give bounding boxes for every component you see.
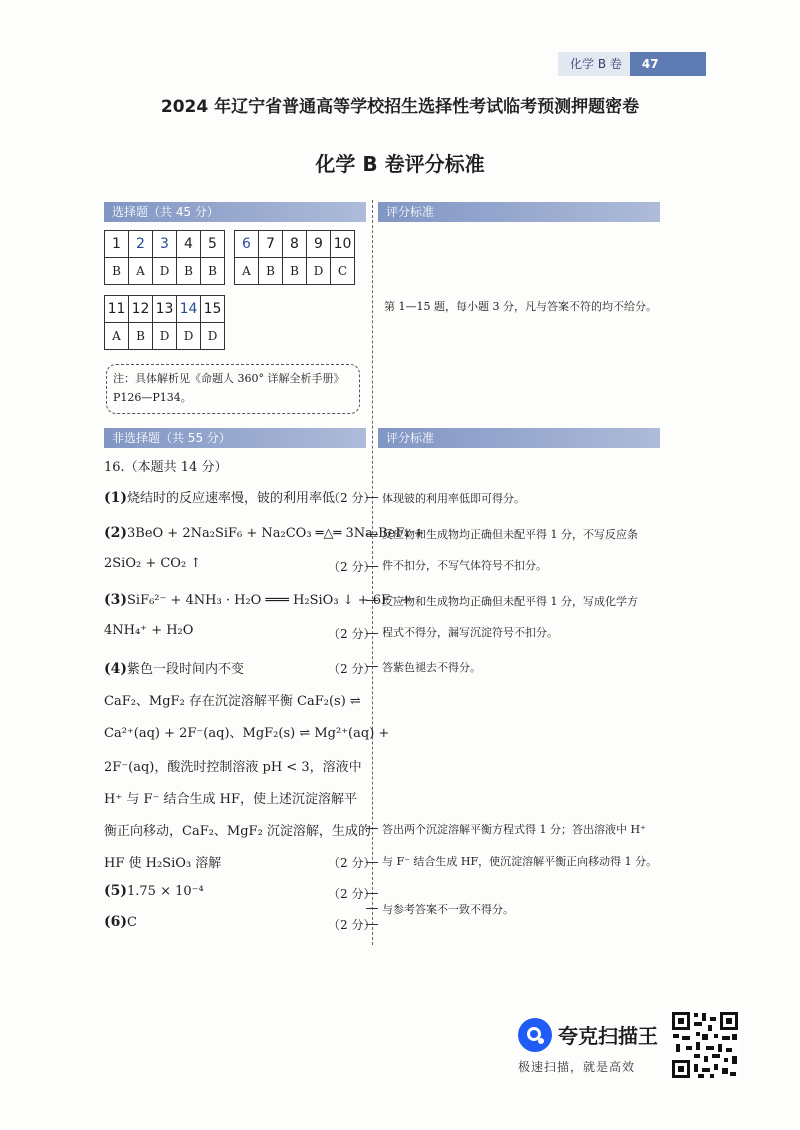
q16-title: 16.（本题共 14 分） [104,460,228,475]
answer-text: 4NH₄⁺ + H₂O [104,623,194,638]
question-number: 3 [153,231,177,258]
answer-line [104,623,193,638]
answer-letter: D [307,258,331,285]
score-label: （2 分） [328,627,376,641]
answer-line [104,690,361,709]
answer-letter: D [153,323,177,350]
criteria-text: 答紫色褪去不得分。 [382,661,481,674]
sub-question-number: (6) [104,914,127,930]
answer-text: 3BeO + 2Na₂SiF₆ + Na₂CO₃ ═△═ 3Na₂BeF₄ + [127,526,425,541]
answer-table-1 [104,230,225,285]
question-number: 11 [105,296,129,323]
criteria-text: 程式不得分，漏写沉淀符号不扣分。 [382,626,558,639]
page-number: 47 [630,52,706,76]
connector-arrow [366,893,378,894]
sub-question-number: (1) [104,490,127,506]
criteria-text: 反应物和生成物均正确但未配平得 1 分，写成化学方 [382,595,638,608]
answer-line [104,914,137,930]
score-label: （2 分） [328,856,376,870]
answer-text: H⁺ 与 F⁻ 结合生成 HF，使上述沉淀溶解平 [104,792,357,807]
question-number: 2 [129,231,153,258]
connector-arrow [366,497,378,498]
answer-letter: D [201,323,225,350]
page-tag [558,52,706,76]
question-number: 13 [153,296,177,323]
question-number: 12 [129,296,153,323]
answer-letter: B [201,258,225,285]
answer-text: C [127,915,137,930]
brand-slogan: 极速扫描，就是高效 [518,1060,636,1074]
exam-title: 2024 年辽宁省普通高等学校招生选择性考试临考预测押题密卷 [160,97,640,117]
answer-table-2 [234,230,355,285]
connector-arrow [366,534,378,535]
question-number: 8 [283,231,307,258]
answer-line [104,658,244,677]
answer-text: Ca²⁺(aq) + 2F⁻(aq)、MgF₂(s) ⇌ Mg²⁺(aq) + [104,726,390,741]
answer-line [104,788,357,807]
qr-code-icon [670,1010,740,1080]
answer-text: HF 使 H₂SiO₃ 溶解 [104,856,222,871]
quark-logo-icon [518,1018,552,1052]
answer-letter: A [105,323,129,350]
answer-text: 紫色一段时间内不变 [127,662,245,677]
answer-line [104,852,221,871]
answer-text: 2F⁻(aq)，酸洗时控制溶液 pH < 3，溶液中 [104,760,362,775]
mc-criteria-header: 评分标准 [378,202,660,222]
answer-line [104,525,425,541]
answer-line [104,722,389,741]
sub-question-number: (3) [104,592,127,608]
answer-letter: D [153,258,177,285]
criteria-text: 答出两个沉淀溶解平衡方程式得 1 分；答出溶液中 H⁺ [382,823,646,836]
connector-arrow [366,828,378,829]
answer-line [104,756,362,775]
score-label: （2 分） [328,887,376,901]
answer-line [104,820,371,839]
answer-letter: C [331,258,355,285]
answer-line [104,556,201,571]
answer-letter: B [105,258,129,285]
answer-letter: A [129,258,153,285]
question-number: 1 [105,231,129,258]
answer-text: 烧结时的反应速率慢，铍的利用率低 [127,491,336,506]
score-label: （2 分） [328,560,376,574]
answer-text: CaF₂、MgF₂ 存在沉淀溶解平衡 CaF₂(s) ⇌ [104,694,361,709]
criteria-text: 与参考答案不一致不得分。 [382,903,514,916]
answer-line [104,883,204,899]
connector-arrow [366,908,378,909]
sub-question-number: (4) [104,661,127,677]
nonmc-criteria-header: 评分标准 [378,428,660,448]
nonmc-section-header: 非选择题（共 55 分） [104,428,366,448]
answer-letter: B [177,258,201,285]
question-number: 6 [235,231,259,258]
mc-criteria-text: 第 1—15 题，每小题 3 分，凡与答案不符的均不给分。 [384,300,657,313]
criteria-text: 与 F⁻ 结合生成 HF，使沉淀溶解平衡正向移动得 1 分。 [382,855,658,868]
connector-arrow [366,924,378,925]
criteria-text: 体现铍的利用率低即可得分。 [382,492,525,505]
question-number: 4 [177,231,201,258]
brand-name: 夸克扫描王 [558,1024,658,1048]
question-number: 7 [259,231,283,258]
connector-arrow [366,862,378,863]
answer-letter: B [259,258,283,285]
connector-arrow [366,566,378,567]
connector-arrow [366,633,378,634]
note-box [106,364,360,414]
connector-arrow [366,666,378,667]
connector-arrow [366,600,378,601]
sub-question-number: (5) [104,883,127,899]
question-number: 14 [177,296,201,323]
answer-table-3 [104,295,225,350]
doc-title: 化学 B 卷评分标准 [315,152,485,176]
answer-text: 衡正向移动，CaF₂、MgF₂ 沉淀溶解，生成的 [104,824,371,839]
question-number: 9 [307,231,331,258]
question-number: 15 [201,296,225,323]
note-line-1: 注：具体解析见《命题人 360° 详解全析手册》 [113,372,345,385]
sub-question-number: (2) [104,525,127,541]
score-label: （2 分） [328,662,376,676]
answer-letter: D [177,323,201,350]
answer-line [104,487,335,506]
answer-letter: A [235,258,259,285]
mc-section-header: 选择题（共 45 分） [104,202,366,222]
answer-text: 2SiO₂ + CO₂ ↑ [104,556,202,571]
answer-text: 1.75 × 10⁻⁴ [127,884,204,899]
criteria-text: 件不扣分，不写气体符号不扣分。 [382,559,547,572]
criteria-text: 反应物和生成物均正确但未配平得 1 分，不写反应条 [382,528,638,541]
answer-letter: B [283,258,307,285]
score-label: （2 分） [328,918,376,932]
subject-tag: 化学 B 卷 [558,52,630,76]
score-label: （2 分） [328,491,376,505]
question-number: 5 [201,231,225,258]
note-line-2: P126—P134。 [113,391,192,404]
answer-text: SiF₆²⁻ + 4NH₃ · H₂O ═══ H₂SiO₃ ↓ + 6F⁻ + [127,593,412,608]
question-number: 10 [331,231,355,258]
answer-letter: B [129,323,153,350]
